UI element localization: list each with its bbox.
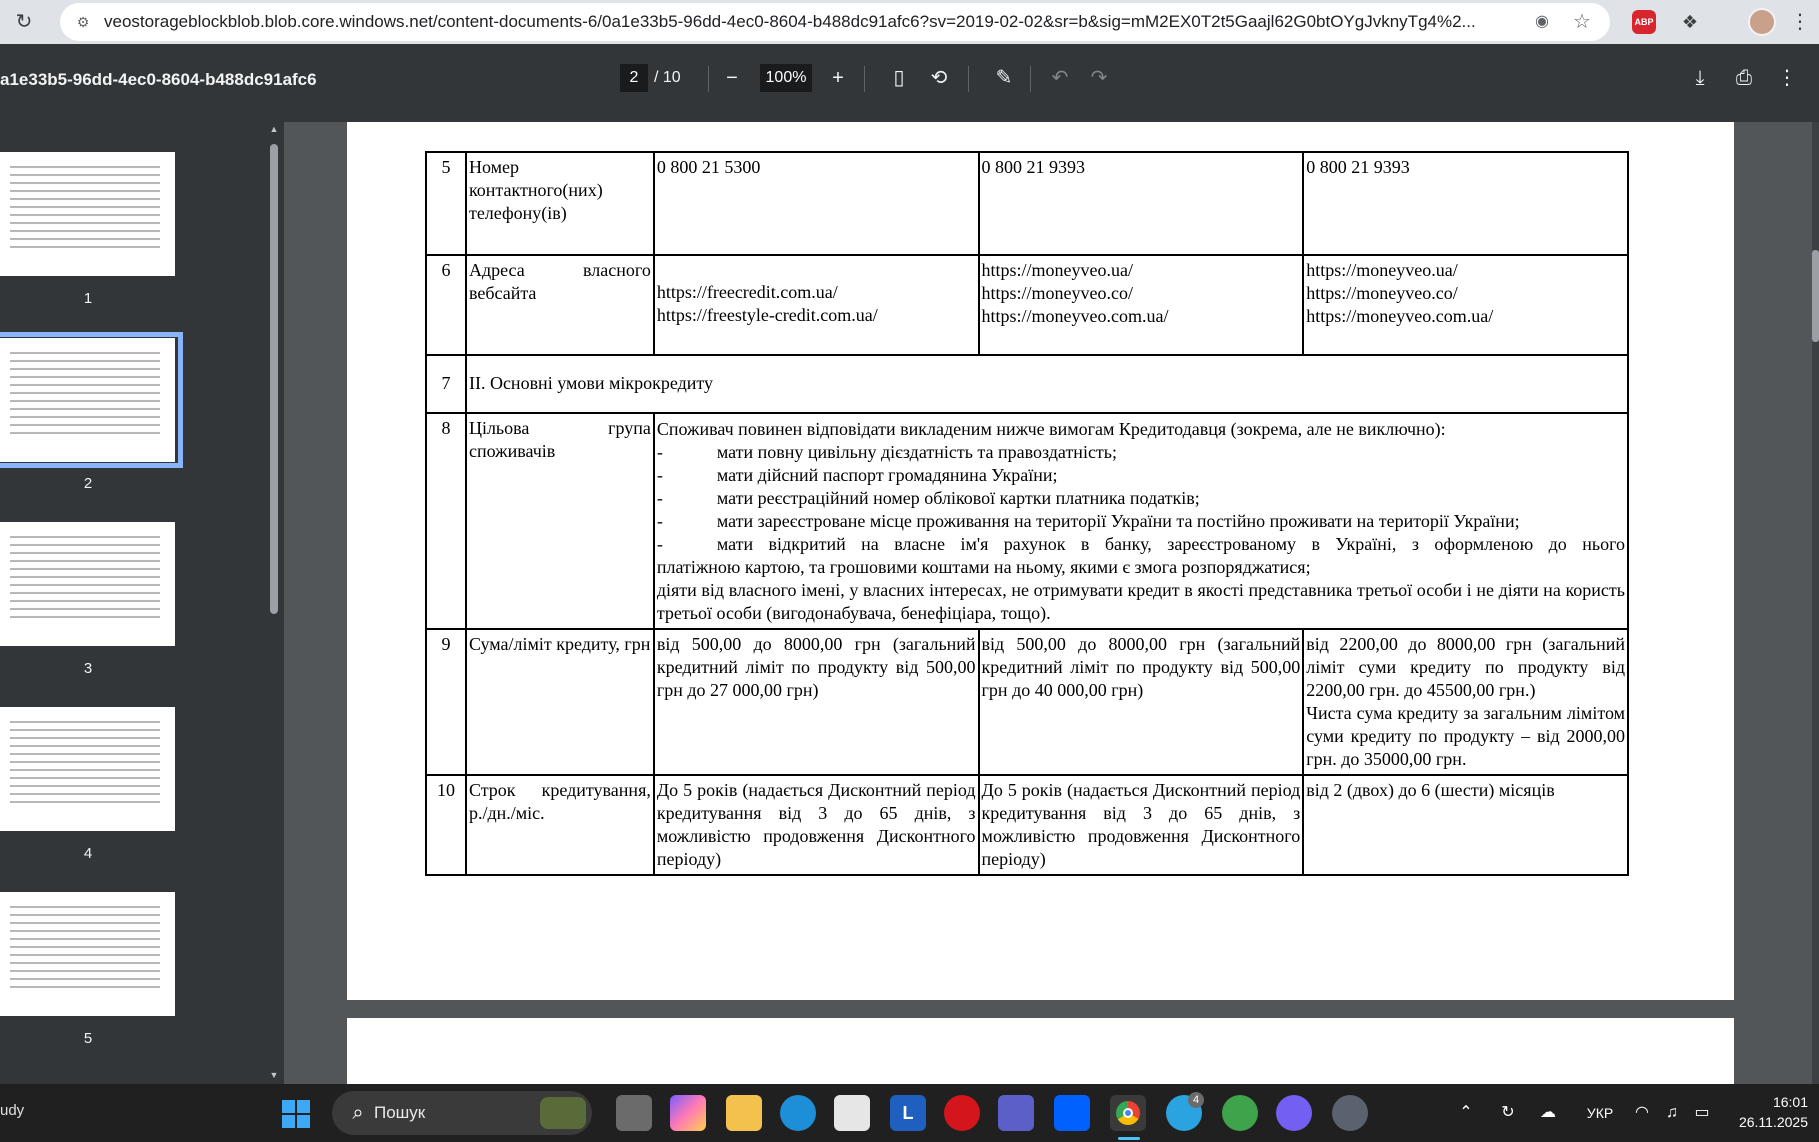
- list-dash: -: [656, 488, 663, 508]
- row-label: Строк кредитування, р./дн./міс.: [466, 775, 654, 875]
- website-link[interactable]: https://freecredit.com.ua/: [656, 282, 838, 302]
- page-total: / 10: [654, 69, 681, 86]
- clock-date: 26.11.2025: [1738, 1114, 1808, 1130]
- telegram-badge: 4: [1188, 1092, 1204, 1108]
- chrome-icon[interactable]: [1110, 1095, 1146, 1131]
- list-item-text: мати повну цивільну дієздатність та правоздатність;: [716, 442, 1118, 462]
- url-text[interactable]: veostorageblockblob.blob.core.windows.net/content-documents-6/0a1e33b5-96dd-4ec0-8604-b488dc91afc6?sv=2019-02-02&sr=b&sig=mM2EX0T2t5Gaajl62G0btOYgJvknyTg4%2...: [104, 12, 1476, 31]
- show-hidden-icons-chevron-icon[interactable]: ⌃: [1459, 1104, 1473, 1121]
- copilot-icon[interactable]: [670, 1095, 706, 1131]
- table-cell: [654, 255, 979, 355]
- page-thumbnail[interactable]: [0, 707, 175, 831]
- list-dash: -: [656, 465, 663, 485]
- store-icon[interactable]: [834, 1095, 870, 1131]
- table-row: [426, 775, 1628, 875]
- requirements-intro: Споживач повинен відповідати викладеним нижче вимогам Кредитодавця (зокрема, але не виключно):: [656, 419, 1446, 439]
- list-dash: -: [656, 442, 663, 462]
- zoom-in-icon[interactable]: +: [832, 67, 844, 89]
- thumbnail-label: 5: [83, 1030, 93, 1047]
- table-row: [426, 629, 1628, 775]
- thumbnail-preview: [10, 352, 160, 448]
- table-row: [426, 355, 1628, 413]
- row-label: Сума/ліміт кредиту, грн: [466, 629, 654, 775]
- row-number: 6: [426, 255, 466, 355]
- pdf-viewer[interactable]: [284, 122, 1819, 1084]
- requirements-tail: діяти від власного імені, у власних інтересах, не отримувати кредит в якості представника третьої особи і не діяти на користь третьої особи (вигодонабувача, бенефіціара, тощо).: [656, 580, 1625, 623]
- dropbox-icon[interactable]: [1054, 1095, 1090, 1131]
- website-link[interactable]: https://freestyle-credit.com.ua/: [656, 305, 878, 325]
- pdf-page: [347, 122, 1734, 1000]
- sidebar-scrollbar[interactable]: [270, 144, 278, 614]
- file-explorer-icon[interactable]: [726, 1095, 762, 1131]
- settings-gear-icon[interactable]: [1332, 1095, 1368, 1131]
- battery-icon[interactable]: ▭: [1694, 1104, 1710, 1121]
- row-number: 10: [426, 775, 466, 875]
- scroll-down-arrow-icon[interactable]: ▼: [269, 1070, 279, 1080]
- document-table: [425, 151, 1629, 876]
- table-row: [426, 413, 1628, 629]
- pdf-page-next: [347, 1018, 1734, 1084]
- table-cell: До 5 років (надається Дисконтний період кредитування від 3 до 65 днів, з можливістю продовження Дисконтного періоду): [654, 775, 979, 875]
- undo-icon[interactable]: ↶: [1051, 67, 1069, 89]
- list-dash: -: [656, 511, 663, 531]
- wifi-icon[interactable]: ◠: [1635, 1104, 1649, 1121]
- table-row: [426, 152, 1628, 255]
- website-link[interactable]: https://moneyveo.ua/: [981, 260, 1134, 280]
- row-number: 8: [426, 413, 466, 629]
- scroll-up-arrow-icon[interactable]: ▲: [269, 124, 279, 134]
- table-cell: [1303, 255, 1628, 355]
- language-indicator[interactable]: УКР: [1586, 1105, 1614, 1121]
- app-l-icon[interactable]: L: [890, 1095, 926, 1131]
- list-item-text: мати зареєстроване місце проживання на території України та постійно проживати на території України;: [716, 511, 1520, 531]
- thumbnail-preview: [10, 166, 160, 262]
- viewer-scrollbar-thumb[interactable]: [1812, 250, 1819, 342]
- page-thumbnail[interactable]: [0, 892, 175, 1016]
- active-app-indicator: [1118, 1137, 1140, 1140]
- clock-time: 16:01: [1772, 1094, 1808, 1110]
- website-link[interactable]: https://moneyveo.ua/: [1306, 260, 1458, 280]
- browser-toolbar: [0, 0, 1819, 44]
- site-info-icon[interactable]: ⚙: [76, 14, 90, 30]
- row-label: Адреса власного вебсайта: [466, 255, 654, 355]
- search-highlight-image: [540, 1097, 586, 1129]
- table-cell: від 500,00 до 8000,00 грн (загальний кредитний ліміт по продукту від 500,00 грн до 27 000,00 грн): [654, 629, 979, 775]
- website-link[interactable]: https://moneyveo.co/: [1306, 283, 1458, 303]
- list-dash: -: [656, 534, 663, 554]
- annotate-pen-icon[interactable]: ✎: [995, 67, 1013, 89]
- toolbar-divider: [968, 66, 969, 92]
- table-cell: [979, 255, 1304, 355]
- thumbnail-sidebar: [0, 122, 284, 1084]
- list-item: [657, 464, 1625, 487]
- website-link[interactable]: https://moneyveo.co/: [981, 283, 1134, 303]
- pdf-toolbar: [0, 44, 1819, 122]
- table-row: [426, 255, 1628, 355]
- thumbnail-preview: [10, 906, 160, 1002]
- sync-icon[interactable]: ↻: [1501, 1104, 1515, 1121]
- system-clock[interactable]: [1708, 1092, 1808, 1132]
- viber-icon[interactable]: [1276, 1095, 1312, 1131]
- bookmark-star-icon[interactable]: ☆: [1573, 11, 1591, 33]
- section-heading: ІІ. Основні умови мікрокредиту: [466, 355, 1628, 413]
- row-number: 9: [426, 629, 466, 775]
- page-thumbnail[interactable]: [0, 522, 175, 646]
- list-item-text: мати реєстраційний номер облікової картки платника податків;: [716, 488, 1200, 508]
- thumbnail-label: 2: [83, 475, 93, 492]
- adblock-extension-icon[interactable]: ABP: [1632, 10, 1656, 34]
- more-options-icon[interactable]: ⋮: [1777, 67, 1797, 89]
- thumbnail-preview: [10, 721, 160, 817]
- list-item: [657, 510, 1625, 533]
- utorrent-icon[interactable]: [1222, 1095, 1258, 1131]
- table-cell: [1303, 629, 1628, 775]
- windows-start-icon[interactable]: [282, 1100, 310, 1128]
- search-icon: ⌕: [352, 1102, 364, 1124]
- table-cell: від 2 (двох) до 6 (шести) місяців: [1303, 775, 1628, 875]
- table-cell: від 500,00 до 8000,00 грн (загальний кредитний ліміт по продукту від 500,00 грн до 40 000,00 грн): [979, 629, 1304, 775]
- page-thumbnail[interactable]: [0, 152, 175, 276]
- table-cell: [654, 413, 1628, 629]
- row-number: 7: [426, 355, 466, 413]
- taskbar-search[interactable]: [332, 1091, 592, 1135]
- address-bar[interactable]: [60, 3, 1610, 41]
- eye-off-icon[interactable]: ◉: [1535, 13, 1549, 30]
- table-cell: До 5 років (надається Дисконтний період кредитування від 3 до 65 днів, з можливістю продовження Дисконтного періоду): [979, 775, 1304, 875]
- toolbar-divider: [1030, 66, 1031, 92]
- thumbnail-label: 3: [83, 660, 93, 677]
- row-number: 5: [426, 152, 466, 255]
- edge-icon[interactable]: [780, 1095, 816, 1131]
- redo-icon[interactable]: ↷: [1090, 67, 1108, 89]
- teams-icon[interactable]: [998, 1095, 1034, 1131]
- cell-paragraph: Чиста сума кредиту за загальним лімітом суми кредиту по продукту – від 2000,00 грн. до 35000,00 грн.: [1306, 703, 1625, 769]
- thumbnail-preview: [10, 536, 160, 632]
- search-placeholder: Пошук: [374, 1103, 426, 1122]
- rotate-icon[interactable]: ⟲: [930, 67, 948, 89]
- zoom-level-input[interactable]: 100%: [760, 64, 812, 92]
- page-number-input[interactable]: 2: [620, 64, 648, 92]
- page-thumbnail-selected[interactable]: [0, 338, 175, 462]
- toolbar-divider: [708, 66, 709, 92]
- thumbnail-label: 4: [83, 845, 93, 862]
- table-cell: 0 800 21 9393: [979, 152, 1304, 255]
- cell-paragraph: від 2200,00 до 8000,00 грн (загальний ліміт суми кредиту по продукту від 2200,00 грн. до 45500,00 грн.): [1306, 634, 1625, 700]
- table-cell: 0 800 21 5300: [654, 152, 979, 255]
- taskbar: [0, 1084, 1819, 1142]
- row-label: Номер контактного(них) телефону(ів): [466, 152, 654, 255]
- task-view-icon[interactable]: [616, 1095, 652, 1131]
- website-link[interactable]: https://moneyveo.com.ua/: [1306, 306, 1494, 326]
- table-cell: 0 800 21 9393: [1303, 152, 1628, 255]
- fit-page-icon[interactable]: ▯: [893, 67, 905, 89]
- toolbar-divider: [864, 66, 865, 92]
- profile-avatar[interactable]: [1748, 8, 1776, 36]
- list-item: [657, 487, 1625, 510]
- opera-icon[interactable]: [944, 1095, 980, 1131]
- thumbnail-label: 1: [83, 290, 93, 307]
- volume-icon[interactable]: ♫: [1666, 1104, 1678, 1121]
- list-item-continuation: платіжною картою, та грошовими коштами на ньому, якими є змога розпоряджатися;: [656, 557, 1311, 577]
- document-title: a1e33b5-96dd-4ec0-8604-b488dc91afc6: [0, 70, 317, 89]
- browser-menu-icon[interactable]: ⋮: [1790, 11, 1810, 33]
- download-icon[interactable]: ⤓: [1695, 67, 1705, 89]
- list-item: [657, 441, 1625, 464]
- print-icon[interactable]: ⎙: [1736, 67, 1752, 89]
- website-link[interactable]: https://moneyveo.com.ua/: [981, 306, 1169, 326]
- list-item-text: мати відкритий на власне ім'я рахунок в банку, зареєстрованому в Україні, з оформленою до нього: [716, 534, 1625, 554]
- onedrive-cloud-icon[interactable]: ☁: [1540, 1104, 1556, 1121]
- reload-icon[interactable]: ↻: [15, 11, 33, 33]
- extensions-puzzle-icon[interactable]: ❖: [1681, 12, 1699, 32]
- list-item-text: мати дійсний паспорт громадянина України;: [716, 465, 1058, 485]
- chrome-logo-center: [1123, 1108, 1133, 1118]
- list-item: [657, 533, 1625, 556]
- zoom-out-icon[interactable]: −: [726, 67, 738, 89]
- weather-widget[interactable]: udy: [0, 1102, 25, 1119]
- row-label: Цільова група споживачів: [466, 413, 654, 629]
